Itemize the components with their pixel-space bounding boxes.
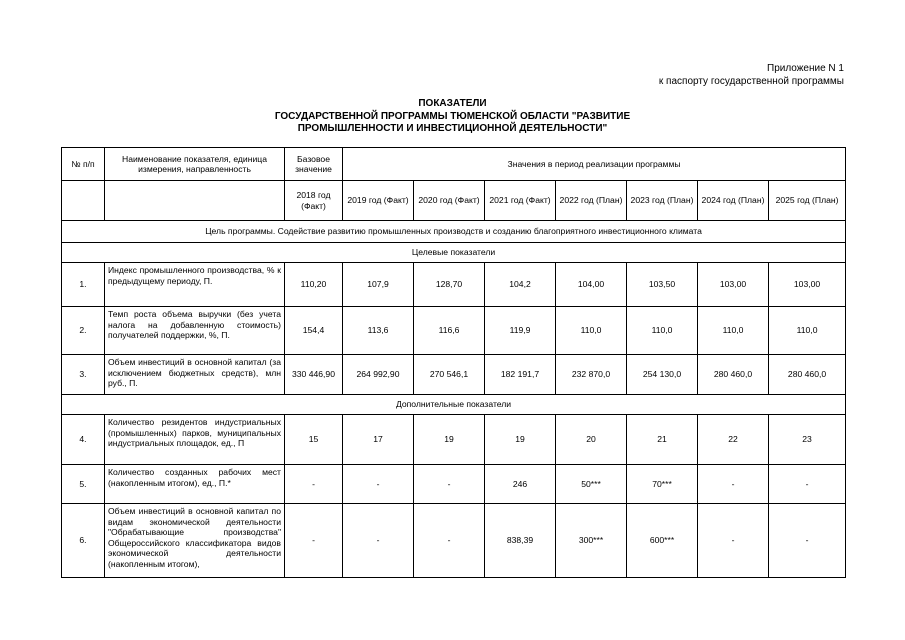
section-row (62, 395, 846, 415)
indicator-name: Объем инвестиций в основной капитал (за исключением бюджетных средств), млн руб., П. (105, 355, 285, 395)
table-row (62, 465, 846, 504)
indicator-name: Темп роста объема выручки (без учета налога на добавленную стоимость) получателей поддержки, %, П. (105, 307, 285, 355)
year-header: 2019 год (Факт) (343, 181, 414, 221)
year-header: 2023 год (План) (627, 181, 698, 221)
value-cell: 182 191,7 (485, 355, 556, 395)
row-num: 2. (62, 307, 105, 355)
col-period-header: Значения в период реализации программы (343, 148, 846, 181)
table-row (62, 307, 846, 355)
value-cell: 264 992,90 (343, 355, 414, 395)
value-cell: - (698, 465, 769, 504)
blank-cell (105, 181, 285, 221)
value-cell: 110,20 (285, 263, 343, 307)
value-cell: - (343, 465, 414, 504)
table-row (62, 355, 846, 395)
row-num: 6. (62, 504, 105, 578)
title-line-3: ПРОМЫШЛЕННОСТИ И ИНВЕСТИЦИОННОЙ ДЕЯТЕЛЬНОСТИ" (297, 123, 608, 134)
value-cell: 330 446,90 (285, 355, 343, 395)
year-header: 2021 год (Факт) (485, 181, 556, 221)
col-base-header: Базовое значение (285, 148, 343, 181)
value-cell: 246 (485, 465, 556, 504)
row-num: 5. (62, 465, 105, 504)
value-cell: 113,6 (343, 307, 414, 355)
value-cell: 21 (627, 415, 698, 465)
value-cell: 20 (556, 415, 627, 465)
value-cell: 232 870,0 (556, 355, 627, 395)
row-num: 1. (62, 263, 105, 307)
section-row (62, 243, 846, 263)
title-line-2: ГОСУДАРСТВЕННОЙ ПРОГРАММЫ ТЮМЕНСКОЙ ОБЛАСТИ "РАЗВИТИЕ (274, 110, 631, 122)
value-cell: - (285, 465, 343, 504)
value-cell: 104,00 (556, 263, 627, 307)
value-cell: 19 (485, 415, 556, 465)
program-goal: Цель программы. Содействие развитию промышленных производств и созданию благоприятного инвестиционного климата (62, 221, 846, 243)
indicators-table (61, 147, 846, 578)
value-cell: 280 460,0 (698, 355, 769, 395)
appendix-line-2: к паспорту государственной программы (658, 76, 844, 87)
appendix-note (659, 62, 844, 88)
value-cell: 270 546,1 (414, 355, 485, 395)
appendix-line-1: Приложение N 1 (767, 63, 844, 74)
year-header: 2025 год (План) (769, 181, 846, 221)
row-num: 3. (62, 355, 105, 395)
value-cell: 103,50 (627, 263, 698, 307)
value-cell: 116,6 (414, 307, 485, 355)
value-cell: 17 (343, 415, 414, 465)
value-cell: - (769, 504, 846, 578)
value-cell: 103,00 (769, 263, 846, 307)
value-cell: 280 460,0 (769, 355, 846, 395)
value-cell: 15 (285, 415, 343, 465)
indicator-name: Количество резидентов индустриальных (промышленных) парков, муниципальных индустриальных площадок, ед., П (105, 415, 285, 465)
value-cell: 22 (698, 415, 769, 465)
year-header: 2024 год (План) (698, 181, 769, 221)
value-cell: - (285, 504, 343, 578)
value-cell: 19 (414, 415, 485, 465)
table-row (62, 263, 846, 307)
value-cell: 119,9 (485, 307, 556, 355)
header-row-2 (62, 181, 846, 221)
value-cell: 103,00 (698, 263, 769, 307)
value-cell: 300*** (556, 504, 627, 578)
value-cell: - (414, 465, 485, 504)
value-cell: 104,2 (485, 263, 556, 307)
table-row (62, 415, 846, 465)
section-target-header: Целевые показатели (62, 243, 846, 263)
value-cell: 154,4 (285, 307, 343, 355)
value-cell: 600*** (627, 504, 698, 578)
value-cell: - (698, 504, 769, 578)
value-cell: 110,0 (769, 307, 846, 355)
value-cell: 50*** (556, 465, 627, 504)
value-cell: - (343, 504, 414, 578)
blank-cell (62, 181, 105, 221)
indicator-name: Количество созданных рабочих мест (накопленным итогом), ед., П.* (105, 465, 285, 504)
value-cell: 110,0 (556, 307, 627, 355)
row-num: 4. (62, 415, 105, 465)
section-additional-header: Дополнительные показатели (62, 395, 846, 415)
year-header: 2022 год (План) (556, 181, 627, 221)
value-cell: - (769, 465, 846, 504)
title-line-1: ПОКАЗАТЕЛИ (418, 98, 487, 109)
col-name-header: Наименование показателя, единица измерения, направленность (105, 148, 285, 181)
value-cell: 70*** (627, 465, 698, 504)
value-cell: 128,70 (414, 263, 485, 307)
col-num-header: № п/п (62, 148, 105, 181)
goal-row (62, 221, 846, 243)
value-cell: 23 (769, 415, 846, 465)
table-row (62, 504, 846, 578)
indicator-name: Объем инвестиций в основной капитал по видам экономической деятельности "Обрабатывающие производства" Общероссийского классификатора видов экономической деятельности (накопленным итогом), (105, 504, 285, 578)
year-header: 2018 год (Факт) (285, 181, 343, 221)
value-cell: 254 130,0 (627, 355, 698, 395)
value-cell: - (414, 504, 485, 578)
year-header: 2020 год (Факт) (414, 181, 485, 221)
value-cell: 110,0 (627, 307, 698, 355)
document-title (0, 98, 905, 136)
header-row-1 (62, 148, 846, 181)
indicator-name: Индекс промышленного производства, % к предыдущему периоду, П. (105, 263, 285, 307)
value-cell: 838,39 (485, 504, 556, 578)
value-cell: 107,9 (343, 263, 414, 307)
value-cell: 110,0 (698, 307, 769, 355)
